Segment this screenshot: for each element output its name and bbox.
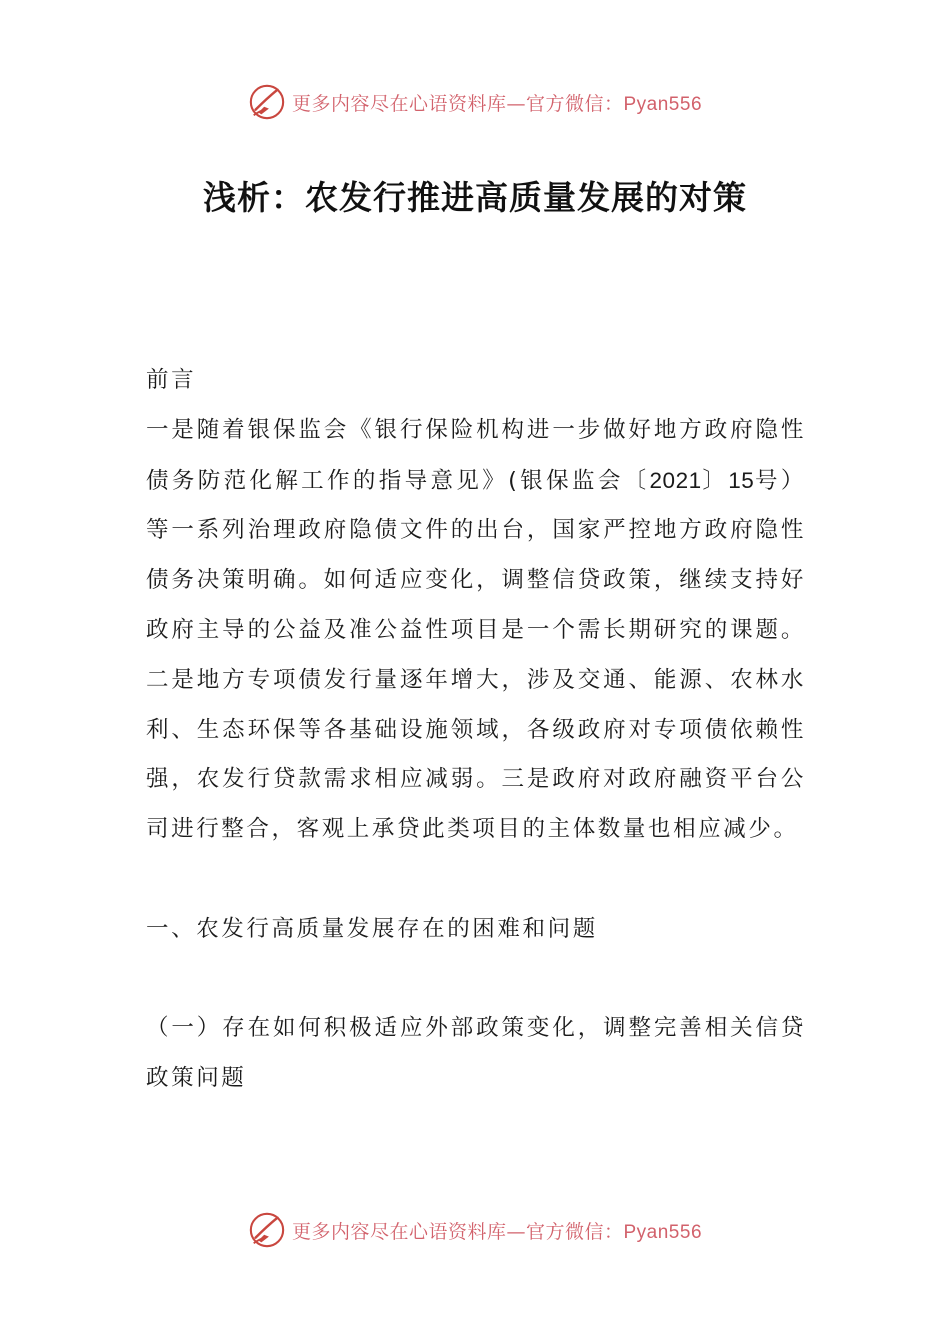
section-heading-1: 一、农发行高质量发展存在的困难和问题 — [146, 915, 598, 942]
watermark-text: 更多内容尽在心语资料库—官方微信：Pyan556 — [291, 1220, 703, 1243]
paragraph-spacer — [146, 855, 806, 905]
pen-logo-icon — [248, 83, 286, 121]
document-title: 浅析：农发行推进高质量发展的对策 — [203, 178, 747, 217]
paragraph-spacer — [146, 955, 806, 1005]
watermark-text: 更多内容尽在心语资料库—官方微信：Pyan556 — [291, 92, 703, 115]
pen-logo-icon — [248, 1211, 286, 1249]
subsection-heading-1: （一）存在如何积极适应外部政策变化，调整完善相关信贷政策问题 — [146, 1015, 806, 1092]
watermark-banner-bottom — [0, 1208, 950, 1252]
watermark-banner-top — [0, 80, 950, 124]
preface-paragraph: 一是随着银保监会《银行保险机构进一步做好地方政府隐性债务防范化解工作的指导意见》(银保监会〔2021〕15号）等一系列治理政府隐债文件的出台，国家严控地方政府隐性债务决策明确。如何适应变化，调整信贷政策，继续支持好政府主导的公益及准公益性项目是一个需长期研究的课题。二是地方专项债发行量逐年增大，涉及交通、能源、农林水利、生态环保等各基础设施领域，各级政府对专项债依赖性强，农发行贷款需求相应减弱。三是政府对政府融资平台公司进行整合，客观上承贷此类项目的主体数量也相应减少。 — [146, 416, 807, 843]
document-body — [146, 356, 806, 1104]
preface-heading: 前言 — [146, 367, 197, 393]
